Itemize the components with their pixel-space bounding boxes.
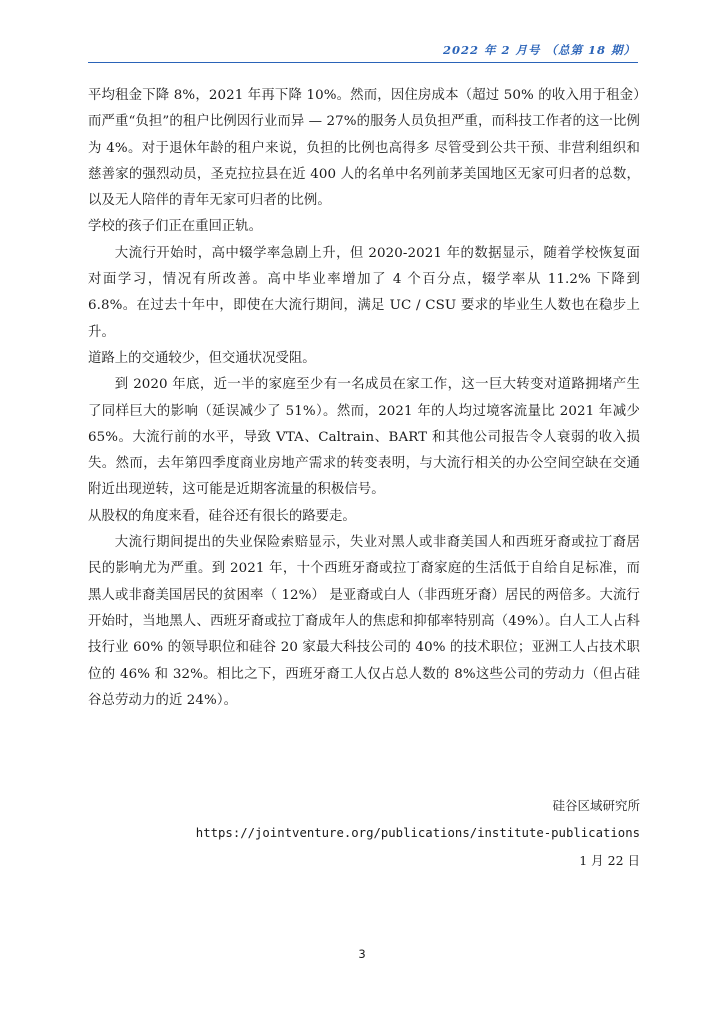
issue-header: 2022 年 2 月号 （总第 18 期） [442,43,636,57]
paragraph-housing: 平均租金下降 8%，2021 年再下降 10%。然而，因住房成本（超过 50% 的收入用于租金）而严重“负担”的租户比例因行业而异 — 27%的服务人员负担严重，而科技工作者的这一比例为 4%。对于退休年龄的租户来说，负担的比例也高得多 尽管受到公共干预、非营利组织和慈善家的强烈动员，圣克拉拉县在近 400 人的名单中名列前茅美国地区无家可归者的总数，以及无人陪伴的青年无家可归者的比例。 [88,88,640,209]
paragraph-schools: 大流行开始时，高中辍学率急剧上升，但 2020-2021 年的数据显示，随着学校恢复面对面学习，情况有所改善。高中毕业率增加了 4 个百分点，辍学率从 11.2% 下降到 6.8%。在过去十年中，即使在大流行期间，满足 UC / CSU 要求的毕业生人数也在稳步上升。 [88,245,640,340]
section-heading-schools: 学校的孩子们正在重回正轨。 [88,219,263,235]
source-date: 1 月 22 日 [579,853,640,868]
source-organization: 硅谷区域研究所 [552,798,640,813]
header-divider [88,62,638,63]
page-number: 3 [358,947,366,961]
article-body [88,83,640,714]
section-heading-traffic: 道路上的交通较少，但交通状况受阻。 [88,350,316,366]
paragraph-equity: 大流行期间提出的失业保险索赔显示，失业对黑人或非裔美国人和西班牙裔或拉丁裔居民的影响尤为严重。到 2021 年，十个西班牙裔或拉丁裔家庭的生活低于自给自足标准，而黑人或非裔美国居民的贫困率（ 12%） 是亚裔或白人（非西班牙裔）居民的两倍多。大流行开始时，当地黑人、西班牙裔或拉丁裔成年人的焦虑和抑郁率特别高（49%）。白人工人占科技行业 60% 的领导职位和硅谷 20 家最大科技公司的 40% 的技术职位；亚洲工人占技术职位的 46% 和 32%。相比之下，西班牙裔工人仅占总人数的 8%这些公司的劳动力（但占硅谷总劳动力的近 24%）。 [88,535,640,708]
section-heading-equity: 从股权的角度来看，硅谷还有很长的路要走。 [88,508,356,524]
paragraph-traffic: 到 2020 年底，近一半的家庭至少有一名成员在家工作，这一巨大转变对道路拥堵产生了同样巨大的影响（延误减少了 51%）。然而，2021 年的人均过境客流量比 2021 年减少 65%。大流行前的水平，导致 VTA、Caltrain、BART 和其他公司报告令人衰弱的收入损失。然而，去年第四季度商业房地产需求的转变表明，与大流行相关的办公空间空缺在交通附近出现逆转，这可能是近期客流量的积极信号。 [88,377,640,498]
source-url-link[interactable]: https://jointventure.org/publications/institute-publications [195,826,640,840]
